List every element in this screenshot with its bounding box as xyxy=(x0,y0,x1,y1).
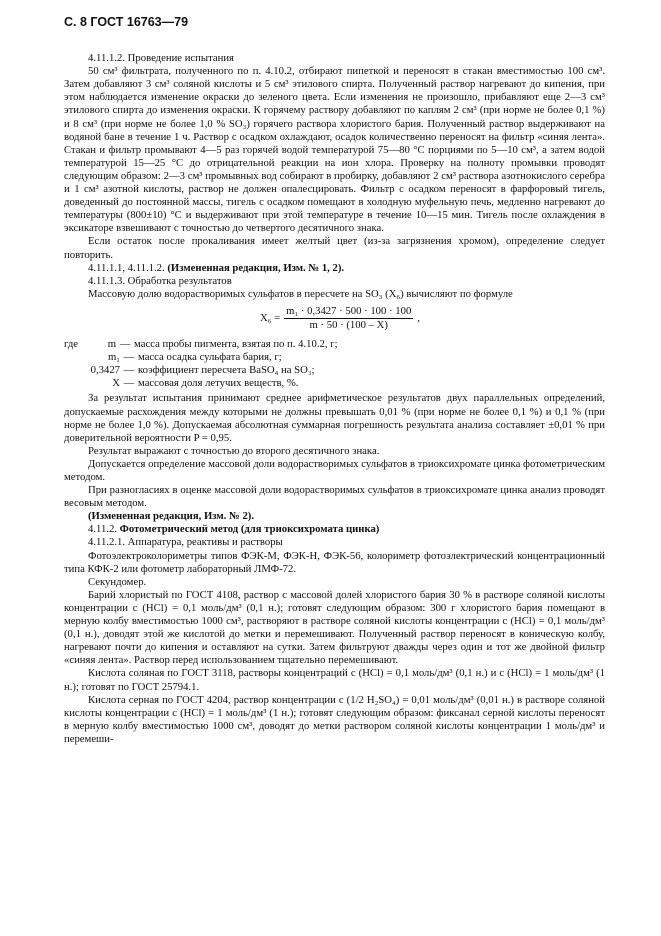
formula-denominator: m · 50 · (100 – X) xyxy=(309,318,388,331)
definition-text: коэффициент пересчета BaSO₄ на SO₃; xyxy=(138,364,315,377)
amendment-note-2: (Измененная редакция, Изм. № 2). xyxy=(88,510,255,523)
definition-row xyxy=(64,377,605,390)
definition-symbol: m₁ xyxy=(107,351,120,364)
repeat-note-paragraph: Если остаток после прокаливания имеет желтый цвет (из-за загрязнения хромом), определение следует повторить. xyxy=(64,235,605,261)
formula-tail: , xyxy=(417,311,420,324)
sulfate-formula xyxy=(260,305,605,332)
test-procedure-paragraph: 50 см³ фильтрата, полученного по п. 4.10.2, отбирают пипеткой и переносят в стакан вместимостью 100 см³. Затем добавляют 3 см³ соляной кислоты и 5 см³ этилового спирта. Полученный раствор нагревают до кипения, при этом наблюдается изменение окраски до зеленого цвета. Если изменения не произошло, прибавляют еще 2—3 см³ этилового спирта до изменения окраски. К горячему раствору добавляют по каплям 2 см³ (при норме не более 0,1 %) и 8 см³ (при норме не более 1,0 % SO₃) горячего раствора хлористого бария. Полученный раствор выдерживают на водяной бане в течение 1 ч. Раствор с осадком охлаждают, осадок количественно переносят на фильтр «синяя лента». Стакан и фильтр промывают 4—5 раз горячей водой температурой 75—80 °С порциями по 5—10 см³, а затем водой температурой 15—25 °С до отрицательной реакции на ион хлора. Проверку на полноту промывки проводят следующим образом: 2—3 см³ промывных вод собирают в пробирку, добавляют 2 см³ раствора азотнокислого серебра и 1 см³ азотной кислоты, раствор не должен опалесцировать. Фильтр с осадком переносят в фарфоровый тигель, доведенный до постоянной массы, тигель с осадком помещают в холодную муфельную печь, медленно нагревают до температуры (800±10) °С и выдерживают при этой температуре в течение 10—15 мин. Тигель после охлаждения в эксикаторе взвешивают с точностью до четвертого десятичного знака. xyxy=(64,65,605,235)
definition-symbol: m xyxy=(107,338,117,351)
definition-dash: — xyxy=(123,351,135,364)
amendment-note-1 xyxy=(64,262,605,275)
formula-lhs: X₆ = xyxy=(260,311,281,324)
result-paragraph-4: При разногласиях в оценке массовой доли водорастворимых сульфатов в триоксихромате цинка анализ проводят весовым методом. xyxy=(64,484,605,510)
formula-intro: Массовую долю водорастворимых сульфатов в пересчете на SO₃ (X₆) вычисляют по формуле xyxy=(88,287,513,300)
section-4-11-2-1-title: 4.11.2.1. Аппаратура, реактивы и растворы xyxy=(88,536,283,549)
definition-symbol: 0,3427 xyxy=(90,364,120,377)
apparatus-paragraph-5: Кислота серная по ГОСТ 4204, раствор концентрации c (1/2 H₂SO₄) = 0,01 моль/дм³ (0,01 н.) в растворе соляной кислоты концентрации c (HCl) = 1 моль/дм³ (1 н.); готовят следующим образом: фиксанал серной кислоты переносят в мерную колбу вместимостью 1000 см³, доводят до метки раствором соляной кислоты концентрации 1 моль/дм³ и перемеши- xyxy=(64,693,605,745)
definition-dash: — xyxy=(123,364,135,377)
definition-symbol: X xyxy=(112,377,120,390)
definition-row xyxy=(64,351,605,364)
amendment-note-1-text: (Измененная редакция, Изм. № 1, 2). xyxy=(167,261,345,274)
apparatus-paragraph-1: Фотоэлектроколориметры типов ФЭК-М, ФЭК-Н, ФЭК-56, колориметр фотоэлектрический концентрационный типа КФК-2 или фотометр лабораторный ЛМФ-72. xyxy=(64,549,605,575)
formula-fraction xyxy=(284,305,413,332)
apparatus-paragraph-4: Кислота соляная по ГОСТ 3118, растворы концентраций c (HCl) = 0,1 моль/дм³ (0,1 н.) и c (HCl) = 1 моль/дм³ (1 н.); готовят по ГОСТ 25794.1. xyxy=(64,667,605,693)
section-4-11-2-heading: Фотометрический метод (для триоксихромата цинка) xyxy=(119,523,380,536)
section-4-11-1-2-title: 4.11.1.2. Проведение испытания xyxy=(88,52,234,65)
definition-row xyxy=(64,364,605,377)
definition-text: массовая доля летучих веществ, %. xyxy=(138,377,299,390)
apparatus-paragraph-3: Барий хлористый по ГОСТ 4108, раствор с массовой долей хлористого бария 30 % в растворе соляной кислоты концентрации c (HCl) = 0,1 моль/дм³ (0,1 н.); готовят следующим образом: 300 г хлористого бария помещают в мерную колбу вместимостью 1000 см³, растворяют в растворе соляной кислоты концентрации c (HCl) = 0,1 моль/дм³ (0,1 н.), доводят этой же кислотой до метки и перемешивают. Полученный раствор переносят в коническую колбу, нагревают почти до кипения и оставляют на сутки. Затем фильтруют дважды через один и тот же двойной фильтр «синяя лента». Раствор перед использованием тщательно перемешивают. xyxy=(64,588,605,667)
result-paragraph-3: Допускается определение массовой доли водорастворимых сульфатов в триоксихромате цинка фотометрическим методом. xyxy=(64,457,605,483)
section-4-11-2-number: 4.11.2. xyxy=(88,523,120,536)
definition-dash: — xyxy=(123,377,135,390)
definition-text: масса осадка сульфата бария, г; xyxy=(138,351,282,364)
amendment-note-1-ref: 4.11.1.1, 4.11.1.2. xyxy=(88,261,168,274)
definition-prefix: где xyxy=(64,338,79,351)
section-4-11-2-title xyxy=(64,523,605,536)
definition-row xyxy=(64,338,605,351)
formula-numerator: m₁ · 0,3427 · 500 · 100 · 100 xyxy=(284,305,413,319)
result-paragraph-1: За результат испытания принимают среднее арифметическое результатов двух параллельных определений, допускаемые расхождения между которыми не должны превышать 0,01 % (при норме не более 0,1 %) и 0,1 % (при норме не более 1,0 %). Допускаемая абсолютная суммарная погрешность результата анализа составляет ±0,01 % при доверительной вероятности P = 0,95. xyxy=(64,392,605,444)
page-header: С. 8 ГОСТ 16763—79 xyxy=(64,15,189,29)
variable-definitions xyxy=(64,338,605,390)
definition-text: масса пробы пигмента, взятая по п. 4.10.2, г; xyxy=(134,338,338,351)
section-4-11-1-3-title: 4.11.1.3. Обработка результатов xyxy=(88,274,232,287)
apparatus-paragraph-2: Секундомер. xyxy=(88,575,147,588)
definition-dash: — xyxy=(119,338,131,351)
result-paragraph-2: Результат выражают с точностью до второго десятичного знака. xyxy=(88,444,380,457)
